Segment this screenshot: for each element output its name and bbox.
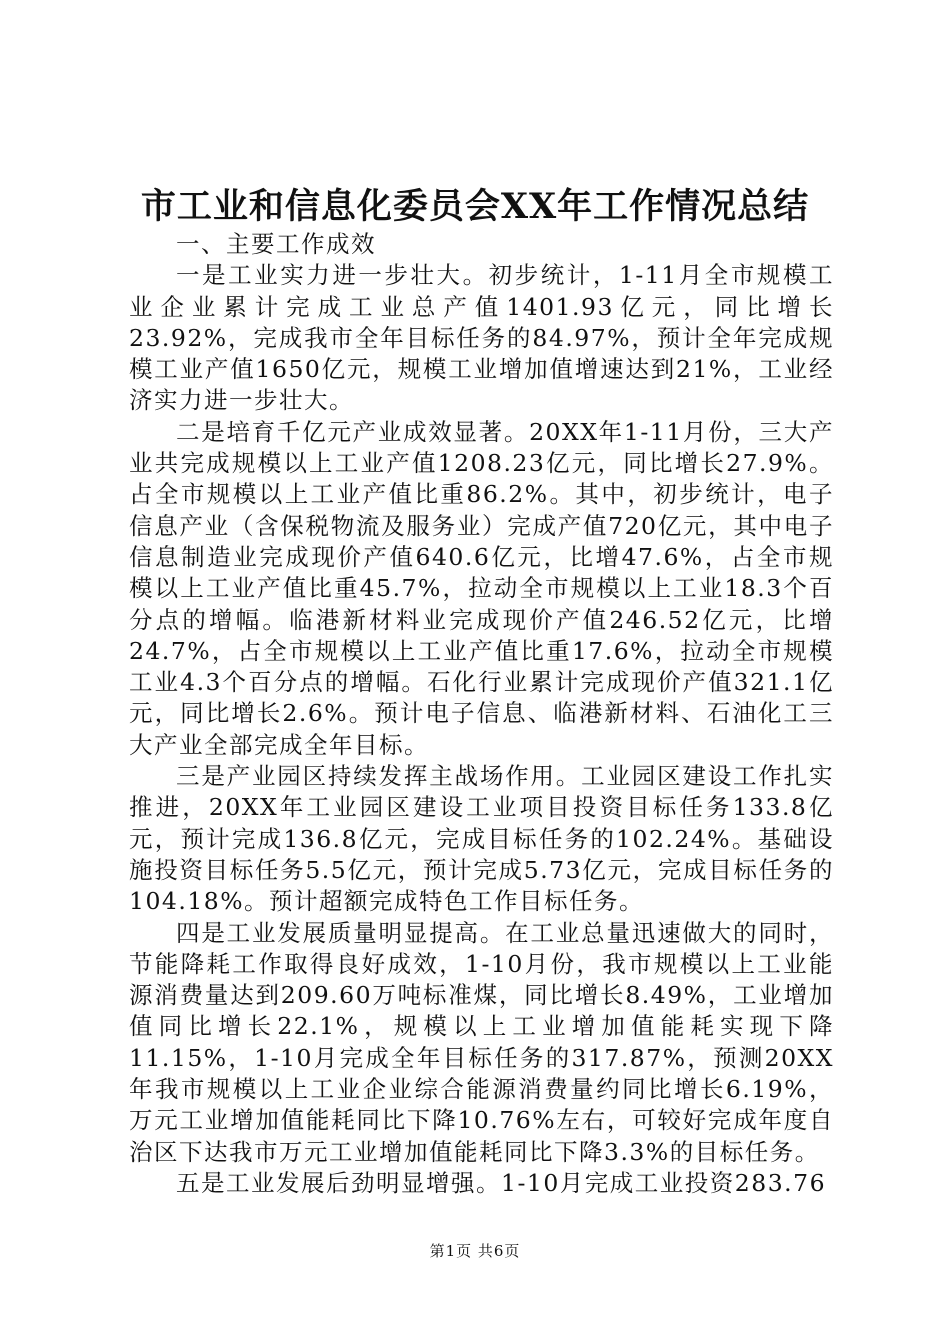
paragraph-3: 三是产业园区持续发挥主战场作用。工业园区建设工作扎实推进，20XX年工业园区建设工业项目投资目标任务133.8亿元，预计完成136.8亿元，完成目标任务的102.24%。基础设施投资目标任务5.5亿元，预计完成5.73亿元，完成目标任务的104.18%。预计超额完成特色工作目标任务。 bbox=[129, 762, 834, 916]
section-heading: 一、主要工作成效 bbox=[176, 230, 376, 258]
paragraph-4: 四是工业发展质量明显提高。在工业总量迅速做大的同时，节能降耗工作取得良好成效，1-10月份，我市规模以上工业能源消费量达到209.60万吨标准煤，同比增长8.49%，工业增加值同比增长22.1%，规模以上工业增加值能耗实现下降11.15%，1-10月完成全年目标任务的317.87%，预测20XX年我市规模以上工业企业综合能源消费量约同比增长6.19%，万元工业增加值能耗同比下降10.76%左右，可较好完成年度自治区下达我市万元工业增加值能耗同比下降3.3%的目标任务。 bbox=[129, 918, 834, 1166]
paragraph-5: 五是工业发展后劲明显增强。1-10月完成工业投资283.76 bbox=[176, 1168, 827, 1197]
document-body bbox=[129, 229, 834, 1199]
paragraph-1: 一是工业实力进一步壮大。初步统计，1-11月全市规模工业企业累计完成工业总产值1401.93亿元，同比增长23.92%，完成我市全年目标任务的84.97%，预计全年完成规模工业产值1650亿元，规模工业增加值增速达到21%，工业经济实力进一步壮大。 bbox=[129, 261, 834, 415]
page-footer: 第1页 共6页 bbox=[429, 1242, 521, 1260]
document-title: 市工业和信息化委员会XX年工作情况总结 bbox=[140, 186, 810, 227]
paragraph-2: 二是培育千亿元产业成效显著。20XX年1-11月份，三大产业共完成规模以上工业产值1208.23亿元，同比增长27.9%。占全市规模以上工业产值比重86.2%。其中，初步统计，电子信息产业（含保税物流及服务业）完成产值720亿元，其中电子信息制造业完成现价产值640.6亿元，比增47.6%，占全市规模以上工业产值比重45.7%，拉动全市规模以上工业18.3个百分点的增幅。临港新材料业完成现价产值246.52亿元，比增24.7%，占全市规模以上工业产值比重17.6%，拉动全市规模工业4.3个百分点的增幅。石化行业累计完成现价产值321.1亿元，同比增长2.6%。预计电子信息、临港新材料、石油化工三大产业全部完成全年目标。 bbox=[129, 417, 834, 759]
